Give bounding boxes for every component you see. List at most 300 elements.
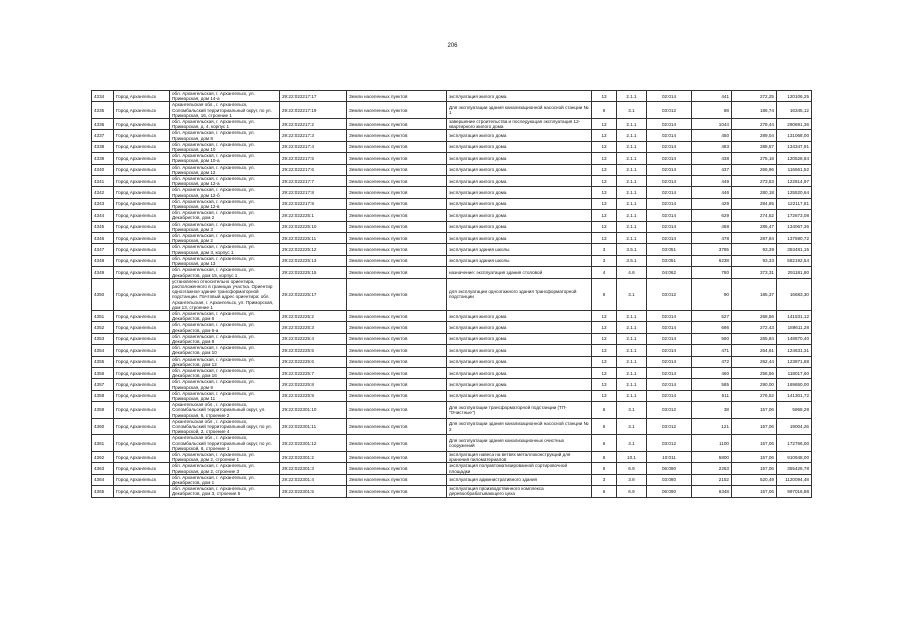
land-category-cell: Земли населенных пунктов (347, 356, 447, 367)
address-cell: обл. Архангельская, г. Архангельск, ул. Приморская, дом 8 (170, 130, 280, 141)
permitted-use-cell: эксплуатация жилого дома (447, 356, 592, 367)
table-row (92, 221, 812, 232)
type-code-cell: 02:014 (647, 198, 692, 209)
address-cell: обл. Архангельская, г. Архангельск, ул. Приморская, дом 14-а (170, 91, 280, 102)
land-category-cell: Земли населенных пунктов (347, 164, 447, 175)
use-code-cell: 2.1.1 (617, 141, 647, 152)
group-code-cell: 6 (592, 402, 617, 419)
cadastral-number-cell: 29:22:022217:9 (280, 198, 347, 209)
municipality-cell: Город Архангельск (114, 176, 170, 187)
address-cell: Архангельская обл., г. Архангельск, Соломбальский территориальный округ, по ул. Приморская, 16, строение 1 (170, 102, 280, 119)
row-number-cell: 4358 (92, 390, 114, 401)
specific-value-cell: 93,33 (732, 255, 777, 266)
specific-value-cell: 373,31 (732, 267, 777, 278)
municipality-cell: Город Архангельск (114, 141, 170, 152)
cadastral-number-cell: 29:22:022225:1 (280, 210, 347, 221)
type-code-cell: 02:014 (647, 379, 692, 390)
cadastral-value-cell: 141531,12 (777, 310, 812, 321)
row-number-cell: 4361 (92, 435, 114, 452)
area-cell: 438 (692, 153, 732, 164)
type-code-cell: 06:090 (647, 463, 692, 474)
land-category-cell: Земли населенных пунктов (347, 435, 447, 452)
use-code-cell: 6.9 (617, 486, 647, 497)
row-number-cell: 4347 (92, 244, 114, 255)
use-code-cell: 2.1.1 (617, 322, 647, 333)
group-code-cell: 13 (592, 379, 617, 390)
type-code-cell: 02:014 (647, 153, 692, 164)
address-cell: установлено относительно ориентира, расположенного в границах участка. Ориентир одноэтажное здание трансформаторной подстанции. Почтовый адрес ориентира: обл. Архангельская, г. Архангельск, ул. Приморская, дом 13, строение 1 (170, 278, 280, 310)
land-category-cell: Земли населенных пунктов (347, 141, 447, 152)
cadastral-number-cell: 29:22:022217:2 (280, 119, 347, 130)
group-code-cell: 6 (592, 418, 617, 435)
table-row (92, 244, 812, 255)
area-cell: 483 (692, 141, 732, 152)
area-cell: 696 (692, 322, 732, 333)
area-cell: 478 (692, 233, 732, 244)
row-number-cell: 4335 (92, 102, 114, 119)
permitted-use-cell: эксплуатация жилого дома (447, 153, 592, 164)
cadastral-number-cell: 29:22:022301:12 (280, 435, 347, 452)
type-code-cell: 02:014 (647, 164, 692, 175)
group-code-cell: 13 (592, 119, 617, 130)
municipality-cell: Город Архангельск (114, 164, 170, 175)
row-number-cell: 4354 (92, 345, 114, 356)
land-category-cell: Земли населенных пунктов (347, 267, 447, 278)
group-code-cell: 13 (592, 198, 617, 209)
type-code-cell: 03:012 (647, 102, 692, 119)
group-code-cell: 13 (592, 176, 617, 187)
municipality-cell: Город Архангельск (114, 233, 170, 244)
address-cell: обл. Архангельская, г. Архангельск, ул. Декабристов, дом 6 (170, 310, 280, 321)
permitted-use-cell: эксплуатация жилого дома (447, 345, 592, 356)
address-cell: Архангельская обл., г. Архангельск, Соломбальский территориальный округ, по ул. Приморской, 6, строение 1 (170, 435, 280, 452)
cadastral-number-cell: 29:22:022301:10 (280, 402, 347, 419)
type-code-cell: 02:014 (647, 356, 692, 367)
specific-value-cell: 93,39 (732, 244, 777, 255)
land-category-cell: Земли населенных пунктов (347, 255, 447, 266)
address-cell: обл. Архангельская, г. Архангельск, ул. Декабристов, дом 8 (170, 333, 280, 344)
area-cell: 629 (692, 210, 732, 221)
permitted-use-cell: эксплуатация жилого дома (447, 379, 592, 390)
address-cell: обл. Архангельская, г. Архангельск, ул. Декабристов, дом 16 (170, 367, 280, 378)
specific-value-cell: 273,53 (732, 176, 777, 187)
cadastral-value-cell: 169650,00 (777, 379, 812, 390)
land-category-cell: Земли населенных пунктов (347, 390, 447, 401)
cadastral-value-cell: 131068,00 (777, 130, 812, 141)
address-cell: Архангельская обл., г. Архангельск, Соломбальский территориальный округ, по ул. Приморской, 2, строение 4 (170, 418, 280, 435)
cadastral-value-cell: 134347,91 (777, 141, 812, 152)
specific-value-cell: 266,96 (732, 164, 777, 175)
cadastral-value-cell: 355426,78 (777, 463, 812, 474)
area-cell: 437 (692, 164, 732, 175)
address-cell: обл. Архангельская, г. Архангельск, ул. Декабристов, дом 2 (170, 210, 280, 221)
row-number-cell: 4346 (92, 233, 114, 244)
table-row (92, 233, 812, 244)
area-cell: 2152 (692, 474, 732, 485)
cadastral-value-cell: 1120094,48 (777, 474, 812, 485)
cadastral-number-cell: 29:22:022301:3 (280, 463, 347, 474)
group-code-cell: 3 (592, 244, 617, 255)
cadastral-number-cell: 29:22:022217:19 (280, 102, 347, 119)
row-number-cell: 4355 (92, 356, 114, 367)
table-row (92, 390, 812, 401)
cadastral-number-cell: 29:22:022225:15 (280, 267, 347, 278)
area-cell: 3785 (692, 244, 732, 255)
address-cell: обл. Архангельская, г. Архангельск, ул. Декабристов, дом 10 (170, 345, 280, 356)
type-code-cell: 04:062 (647, 267, 692, 278)
use-code-cell: 2.1.1 (617, 198, 647, 209)
permitted-use-cell: эксплуатация жилого дома (447, 322, 592, 333)
cadastral-number-cell: 29:22:022225:9 (280, 390, 347, 401)
municipality-cell: Город Архангельск (114, 153, 170, 164)
cadastral-value-cell: 290691,36 (777, 119, 812, 130)
address-cell: Архангельская обл., г. Архангельск, Соломбальский территориальный округ, ул. Приморская, 6, строение 2 (170, 402, 280, 419)
table-row (92, 210, 812, 221)
municipality-cell: Город Архангельск (114, 267, 170, 278)
land-category-cell: Земли населенных пунктов (347, 221, 447, 232)
cadastral-number-cell: 29:22:022217:8 (280, 187, 347, 198)
row-number-cell: 4341 (92, 176, 114, 187)
use-code-cell: 3.1 (617, 102, 647, 119)
area-cell: 90 (692, 278, 732, 310)
use-code-cell: 10.1 (617, 452, 647, 463)
area-cell: 468 (692, 221, 732, 232)
table-row (92, 435, 812, 452)
address-cell: обл. Архангельская, г. Архангельск, ул. Приморская, д. 4, корпус 1 (170, 119, 280, 130)
address-cell: обл. Архангельская, г. Архангельск, ул. Декабристов, дом 15, корпус 1 (170, 267, 280, 278)
municipality-cell: Город Архангельск (114, 379, 170, 390)
municipality-cell: Город Архангельск (114, 402, 170, 419)
use-code-cell: 2.1.1 (617, 356, 647, 367)
permitted-use-cell: эксплуатация жилого дома (447, 141, 592, 152)
cadastral-value-cell: 16345,12 (777, 102, 812, 119)
table-row (92, 130, 812, 141)
table-row (92, 418, 812, 435)
group-code-cell: 13 (592, 390, 617, 401)
type-code-cell: 03:051 (647, 244, 692, 255)
area-cell: 5800 (692, 452, 732, 463)
type-code-cell: 02:014 (647, 210, 692, 221)
cadastral-number-cell: 29:22:022225:3 (280, 322, 347, 333)
land-category-cell: Земли населенных пунктов (347, 333, 447, 344)
cadastral-number-cell: 29:22:022225:6 (280, 356, 347, 367)
permitted-use-cell: эксплуатация жилого дома (447, 164, 592, 175)
area-cell: 472 (692, 356, 732, 367)
permitted-use-cell: эксплуатация жилого дома (447, 333, 592, 344)
type-code-cell: 02:014 (647, 310, 692, 321)
land-plot-table (91, 90, 812, 498)
area-cell: 449 (692, 176, 732, 187)
type-code-cell: 03:012 (647, 418, 692, 435)
land-category-cell: Земли населенных пунктов (347, 119, 447, 130)
table-row (92, 278, 812, 310)
area-cell: 121 (692, 418, 732, 435)
table-row (92, 452, 812, 463)
table-row (92, 356, 812, 367)
row-number-cell: 4365 (92, 486, 114, 497)
address-cell: обл. Архангельская, г. Архангельск, ул. Приморская, дом 12-в (170, 198, 280, 209)
row-number-cell: 4362 (92, 452, 114, 463)
cadastral-number-cell: 29:22:022217:7 (280, 176, 347, 187)
municipality-cell: Город Архангельск (114, 345, 170, 356)
type-code-cell: 02:014 (647, 176, 692, 187)
table-row (92, 474, 812, 485)
specific-value-cell: 157,06 (732, 486, 777, 497)
land-category-cell: Земли населенных пунктов (347, 463, 447, 474)
address-cell: обл. Архангельская, г. Архангельск, ул. Приморская, дом 12-б (170, 187, 280, 198)
group-code-cell: 13 (592, 345, 617, 356)
use-code-cell: 3.5.1 (617, 244, 647, 255)
row-number-cell: 4334 (92, 91, 114, 102)
row-number-cell: 4364 (92, 474, 114, 485)
table-row (92, 176, 812, 187)
group-code-cell: 6 (592, 486, 617, 497)
municipality-cell: Город Архангельск (114, 119, 170, 130)
specific-value-cell: 275,18 (732, 153, 777, 164)
group-code-cell: 13 (592, 310, 617, 321)
specific-value-cell: 268,56 (732, 310, 777, 321)
area-cell: 471 (692, 345, 732, 356)
specific-value-cell: 287,84 (732, 233, 777, 244)
permitted-use-cell: эксплуатация жилого дома (447, 390, 592, 401)
use-code-cell: 2.1.1 (617, 187, 647, 198)
municipality-cell: Город Архангельск (114, 486, 170, 497)
specific-value-cell: 276,52 (732, 390, 777, 401)
use-code-cell: 2.1.1 (617, 367, 647, 378)
specific-value-cell: 157,06 (732, 402, 777, 419)
land-category-cell: Земли населенных пунктов (347, 130, 447, 141)
cadastral-value-cell: 19004,26 (777, 418, 812, 435)
group-code-cell: 13 (592, 333, 617, 344)
row-number-cell: 4340 (92, 164, 114, 175)
specific-value-cell: 157,06 (732, 452, 777, 463)
table-row (92, 367, 812, 378)
use-code-cell: 2.1.1 (617, 119, 647, 130)
municipality-cell: Город Архангельск (114, 333, 170, 344)
permitted-use-cell: эксплуатация производственного комплекса деревообрабатывающего цеха (447, 486, 592, 497)
municipality-cell: Город Архангельск (114, 221, 170, 232)
table-row (92, 102, 812, 119)
row-number-cell: 4344 (92, 210, 114, 221)
group-code-cell: 13 (592, 91, 617, 102)
cadastral-value-cell: 910948,00 (777, 452, 812, 463)
cadastral-value-cell: 353481,15 (777, 244, 812, 255)
land-category-cell: Земли населенных пунктов (347, 310, 447, 321)
municipality-cell: Город Архангельск (114, 210, 170, 221)
area-cell: 450 (692, 130, 732, 141)
row-number-cell: 4363 (92, 463, 114, 474)
address-cell: обл. Архангельская, г. Архангельск, ул. Приморская, дом 9 (170, 379, 280, 390)
cadastral-number-cell: 29:22:022225:2 (280, 310, 347, 321)
specific-value-cell: 272,43 (732, 322, 777, 333)
area-cell: 429 (692, 198, 732, 209)
row-number-cell: 4343 (92, 198, 114, 209)
specific-value-cell: 288,57 (732, 141, 777, 152)
municipality-cell: Город Архангельск (114, 474, 170, 485)
row-number-cell: 4348 (92, 255, 114, 266)
type-code-cell: 03:012 (647, 402, 692, 419)
type-code-cell: 02:014 (647, 345, 692, 356)
row-number-cell: 4356 (92, 367, 114, 378)
land-category-cell: Земли населенных пунктов (347, 233, 447, 244)
permitted-use-cell: Для эксплуатации трансформаторной подстанции (ТП-"Очистные") (447, 402, 592, 419)
table-row (92, 153, 812, 164)
land-category-cell: Земли населенных пунктов (347, 322, 447, 333)
cadastral-value-cell: 125520,64 (777, 187, 812, 198)
group-code-cell: 13 (592, 322, 617, 333)
address-cell: обл. Архангельская, г. Архангельск, ул. Декабристов, дом 12 (170, 356, 280, 367)
group-code-cell: 13 (592, 367, 617, 378)
use-code-cell: 3.1 (617, 402, 647, 419)
row-number-cell: 4351 (92, 310, 114, 321)
land-category-cell: Земли населенных пунктов (347, 345, 447, 356)
use-code-cell: 3.8 (617, 474, 647, 485)
permitted-use-cell: Для эксплуатации здания канализационной насосной станции № 1 (447, 102, 592, 119)
cadastral-number-cell: 29:22:022225:12 (280, 244, 347, 255)
row-number-cell: 4337 (92, 130, 114, 141)
row-number-cell: 4336 (92, 119, 114, 130)
use-code-cell: 2.1.1 (617, 221, 647, 232)
group-code-cell: 13 (592, 164, 617, 175)
use-code-cell: 3.5.1 (617, 255, 647, 266)
table-row (92, 345, 812, 356)
specific-value-cell: 284,65 (732, 198, 777, 209)
cadastral-value-cell: 148870,40 (777, 333, 812, 344)
table-row (92, 91, 812, 102)
cadastral-value-cell: 116661,52 (777, 164, 812, 175)
table-row (92, 463, 812, 474)
municipality-cell: Город Архангельск (114, 310, 170, 321)
specific-value-cell: 265,84 (732, 333, 777, 344)
use-code-cell: 2.1.1 (617, 333, 647, 344)
municipality-cell: Город Архангельск (114, 367, 170, 378)
type-code-cell: 02:014 (647, 390, 692, 401)
row-number-cell: 4339 (92, 153, 114, 164)
use-code-cell: 3.1 (617, 435, 647, 452)
cadastral-value-cell: 118017,60 (777, 367, 812, 378)
group-code-cell: 13 (592, 141, 617, 152)
row-number-cell: 4359 (92, 402, 114, 419)
table-row (92, 310, 812, 321)
cadastral-number-cell: 29:22:022225:7 (280, 367, 347, 378)
cadastral-value-cell: 141301,72 (777, 390, 812, 401)
cadastral-value-cell: 582192,54 (777, 255, 812, 266)
row-number-cell: 4342 (92, 187, 114, 198)
address-cell: обл. Архангельская, г. Архангельск, ул. Декабристов, дом 1 (170, 474, 280, 485)
cadastral-number-cell: 29:22:022225:8 (280, 379, 347, 390)
area-cell: 1044 (692, 119, 732, 130)
permitted-use-cell: эксплуатация здания школы (447, 244, 592, 255)
table-row (92, 267, 812, 278)
table-row (92, 333, 812, 344)
table-row (92, 486, 812, 497)
row-number-cell: 4338 (92, 141, 114, 152)
type-code-cell: 02:014 (647, 322, 692, 333)
specific-value-cell: 264,61 (732, 345, 777, 356)
cadastral-number-cell: 29:22:022225:11 (280, 233, 347, 244)
municipality-cell: Город Архангельск (114, 452, 170, 463)
municipality-cell: Город Архангельск (114, 435, 170, 452)
type-code-cell: 03:012 (647, 435, 692, 452)
address-cell: обл. Архангельская, г. Архангельск, ул. Приморская, дом 10 (170, 141, 280, 152)
permitted-use-cell: эксплуатация жилого дома (447, 176, 592, 187)
use-code-cell: 4.6 (617, 267, 647, 278)
cadastral-value-cell: 172673,08 (777, 210, 812, 221)
permitted-use-cell: эксплуатация жилого дома (447, 187, 592, 198)
municipality-cell: Город Архангельск (114, 102, 170, 119)
row-number-cell: 4360 (92, 418, 114, 435)
use-code-cell: 2.1.1 (617, 345, 647, 356)
specific-value-cell: 289,04 (732, 130, 777, 141)
address-cell: обл. Архангельская, г. Архангельск, ул. Приморская, дом 2, строение 3 (170, 463, 280, 474)
permitted-use-cell: эксплуатация административного здания (447, 474, 592, 485)
land-category-cell: Земли населенных пунктов (347, 278, 447, 310)
group-code-cell: 13 (592, 356, 617, 367)
table-row (92, 322, 812, 333)
cadastral-number-cell: 29:22:022225:17 (280, 278, 347, 310)
type-code-cell: 02:014 (647, 333, 692, 344)
area-cell: 460 (692, 367, 732, 378)
municipality-cell: Город Архангельск (114, 418, 170, 435)
cadastral-number-cell: 29:22:022217:17 (280, 91, 347, 102)
type-code-cell: 03:051 (647, 255, 692, 266)
area-cell: 38 (692, 402, 732, 419)
municipality-cell: Город Архангельск (114, 187, 170, 198)
use-code-cell: 2.1.1 (617, 390, 647, 401)
type-code-cell: 03:080 (647, 474, 692, 485)
permitted-use-cell: для эксплуатации одноэтажного здания трансформаторной подстанции (447, 278, 592, 310)
table-row (92, 379, 812, 390)
group-code-cell: 6 (592, 452, 617, 463)
type-code-cell: 02:014 (647, 367, 692, 378)
land-category-cell: Земли населенных пунктов (347, 452, 447, 463)
cadastral-value-cell: 123871,68 (777, 356, 812, 367)
use-code-cell: 2.1.1 (617, 233, 647, 244)
group-code-cell: 4 (592, 267, 617, 278)
specific-value-cell: 256,56 (732, 367, 777, 378)
cadastral-number-cell: 29:22:022225:4 (280, 333, 347, 344)
land-category-cell: Земли населенных пунктов (347, 102, 447, 119)
municipality-cell: Город Архангельск (114, 390, 170, 401)
specific-value-cell: 286,47 (732, 221, 777, 232)
cadastral-value-cell: 137590,72 (777, 233, 812, 244)
cadastral-value-cell: 120528,84 (777, 153, 812, 164)
cadastral-number-cell: 29:22:022217:4 (280, 141, 347, 152)
permitted-use-cell: эксплуатация жилого дома (447, 233, 592, 244)
type-code-cell: 02:014 (647, 91, 692, 102)
area-cell: 6238 (692, 255, 732, 266)
row-number-cell: 4357 (92, 379, 114, 390)
row-number-cell: 4350 (92, 278, 114, 310)
land-category-cell: Земли населенных пунктов (347, 474, 447, 485)
cadastral-value-cell: 134067,36 (777, 221, 812, 232)
address-cell: обл. Архангельская, г. Архангельск, ул. Декабристов, дом 6-а (170, 322, 280, 333)
municipality-cell: Город Архангельск (114, 91, 170, 102)
cadastral-number-cell: 29:22:022225:13 (280, 255, 347, 266)
address-cell: обл. Архангельская, г. Архангельск, ул. Приморская, дом 3, корпус 1 (170, 244, 280, 255)
specific-value-cell: 278,44 (732, 119, 777, 130)
municipality-cell: Город Архангельск (114, 244, 170, 255)
table-row (92, 255, 812, 266)
use-code-cell: 2.1.1 (617, 210, 647, 221)
table-body (92, 91, 812, 498)
land-category-cell: Земли населенных пунктов (347, 187, 447, 198)
permitted-use-cell: назначение: эксплуатация здания столовой (447, 267, 592, 278)
use-code-cell: 2.1.1 (617, 379, 647, 390)
group-code-cell: 13 (592, 233, 617, 244)
address-cell: обл. Архангельская, г. Архангельск, ул. Приморская, дом 2, строение 1 (170, 452, 280, 463)
municipality-cell: Город Архангельск (114, 322, 170, 333)
